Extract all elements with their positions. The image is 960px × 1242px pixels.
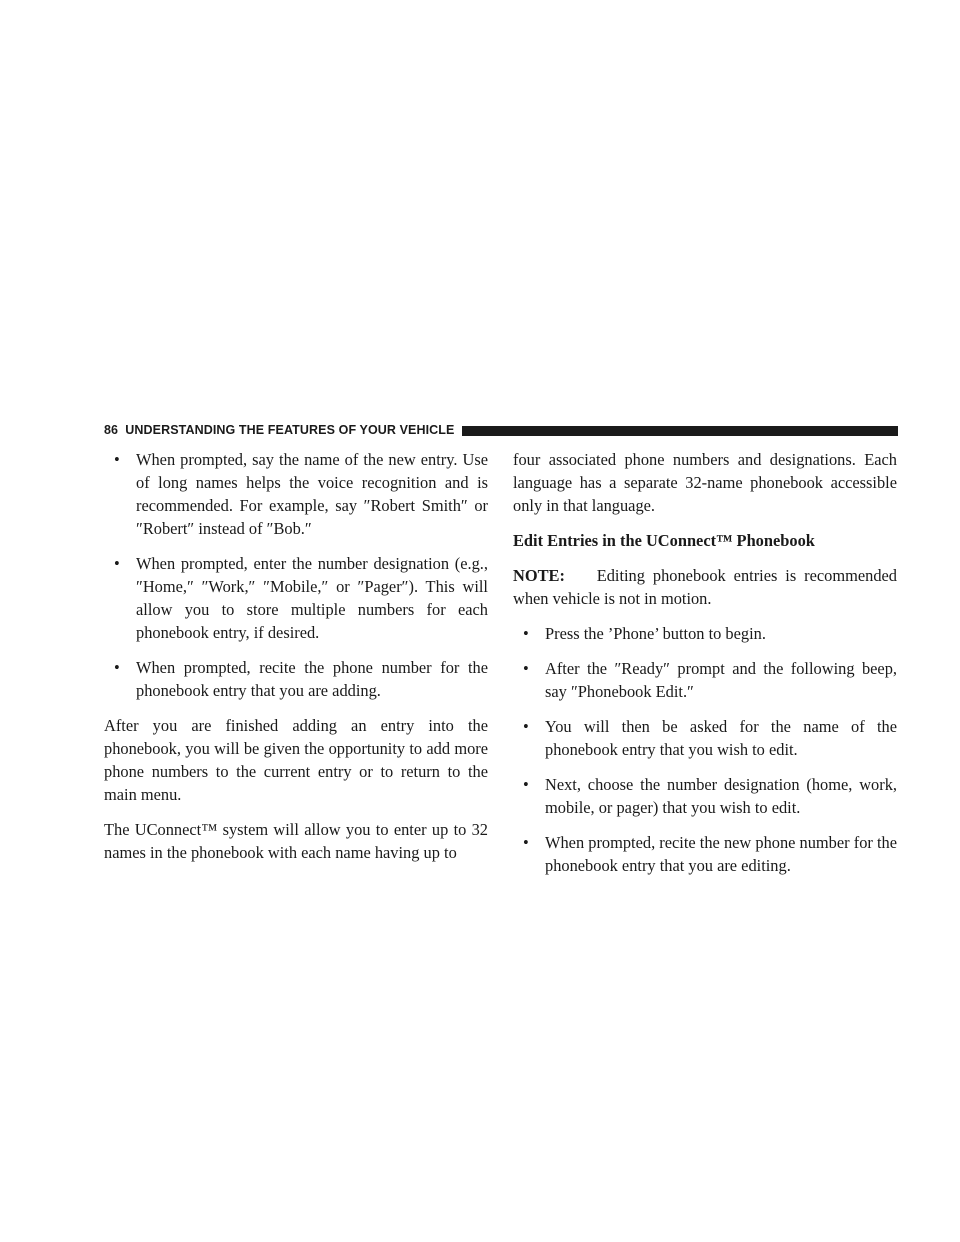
bullet-dot: • [114, 658, 120, 677]
note-label: NOTE: [513, 566, 565, 585]
bullet-dot: • [523, 775, 529, 794]
bullet-item [513, 831, 897, 877]
bullet-item [513, 715, 897, 761]
page-number: 86 [104, 423, 119, 437]
bullet-item [104, 448, 488, 540]
bullet-dot: • [523, 624, 529, 643]
paragraph: After you are finished adding an entry into the phonebook, you will be given the opportunity to add more phone numbers to the current entry or to return to the main menu. [104, 716, 488, 804]
bullet-item [513, 622, 897, 645]
bullet-text: When prompted, recite the phone number for the phonebook entry that you are adding. [136, 658, 488, 700]
bullet-text: After the ″Ready″ prompt and the following beep, say ″Phonebook Edit.″ [545, 659, 897, 701]
paragraph: The UConnect™ system will allow you to enter up to 32 names in the phonebook with each name having up to [104, 820, 488, 862]
bullet-dot: • [114, 554, 120, 573]
bullet-text: Press the ’Phone’ button to begin. [545, 624, 766, 643]
bullet-item [513, 657, 897, 703]
note-text: Editing phonebook entries is recommended when vehicle is not in motion. [513, 566, 898, 608]
bullet-dot: • [523, 659, 529, 678]
bullet-dot: • [523, 833, 529, 852]
left-column [104, 448, 488, 876]
bullet-text: When prompted, enter the number designation (e.g., ″Home,″ ″Work,″ ″Mobile,″ or ″Pager″). This will allow you to store multiple numbers for each phonebook entry, if desired. [136, 554, 488, 642]
bullet-text: When prompted, say the name of the new entry. Use of long names helps the voice recognition and is recommended. For example, say ″Robert Smith″ or ″Robert″ instead of ″Bob.″ [136, 450, 488, 538]
note [513, 564, 897, 610]
bullet-text: Next, choose the number designation (home, work, mobile, or pager) that you wish to edit. [545, 775, 897, 817]
bullet-dot: • [114, 450, 120, 469]
paragraph: four associated phone numbers and designations. Each language has a separate 32-name phonebook accessible only in that language. [513, 450, 897, 515]
header-text [104, 423, 462, 437]
bullet-item [104, 552, 488, 644]
page-header [104, 420, 898, 440]
bullet-text: When prompted, recite the new phone number for the phonebook entry that you are editing. [545, 833, 897, 875]
right-column [513, 448, 897, 889]
header-rule [462, 426, 898, 436]
bullet-item [104, 656, 488, 702]
section-title: UNDERSTANDING THE FEATURES OF YOUR VEHICLE [125, 423, 455, 437]
bullet-text: You will then be asked for the name of the phonebook entry that you wish to edit. [545, 717, 897, 759]
section-heading: Edit Entries in the UConnect™ Phonebook [513, 531, 815, 550]
bullet-item [513, 773, 897, 819]
bullet-dot: • [523, 717, 529, 736]
